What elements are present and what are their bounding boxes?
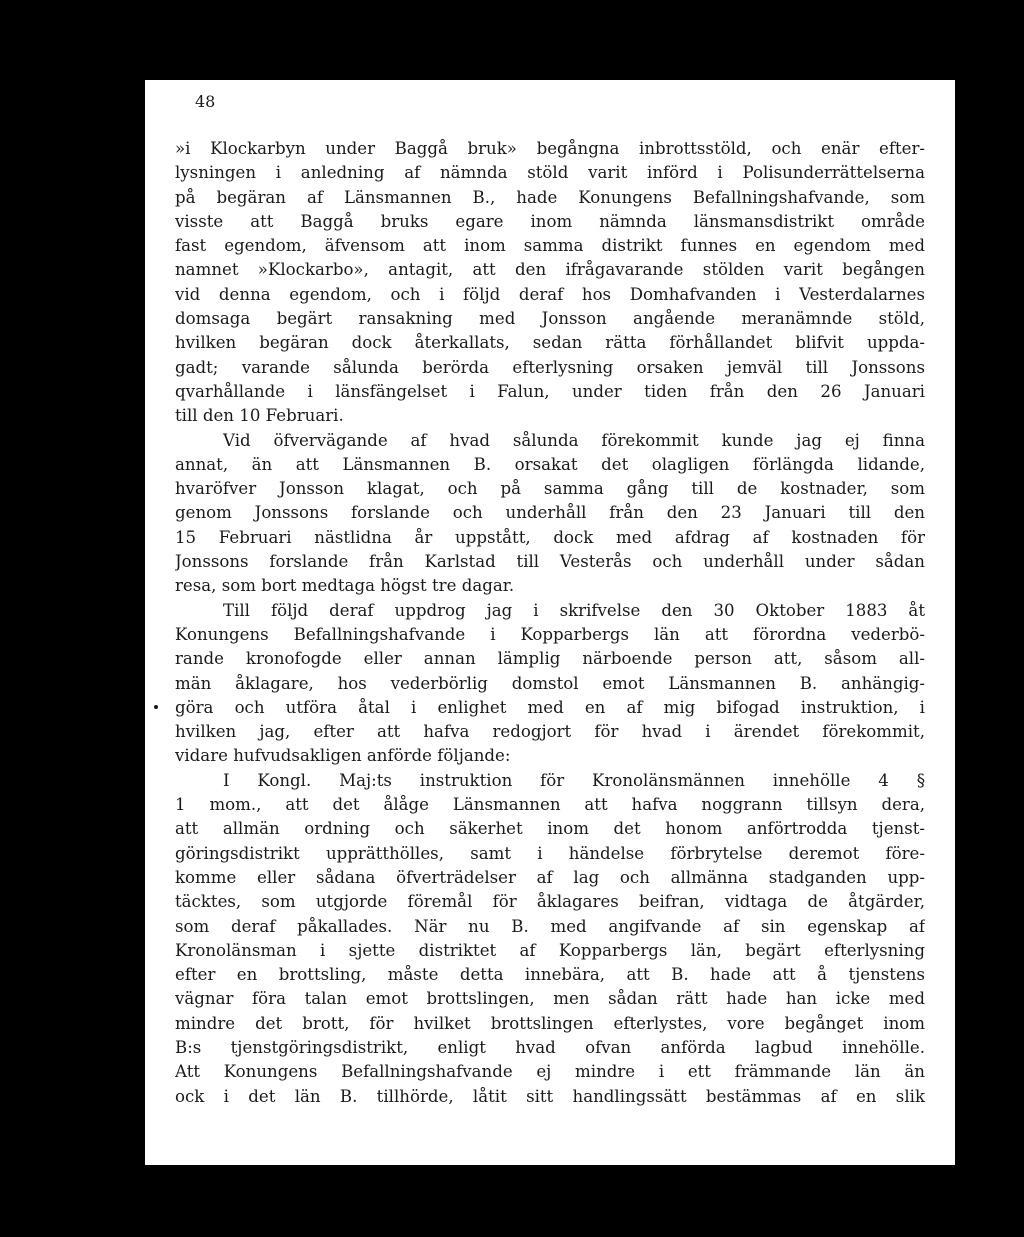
text-line: vidare hufvudsakligen anförde följande: bbox=[175, 746, 511, 766]
text-line: vägnar föra talan emot brottslingen, men sådan rätt hade han icke med bbox=[175, 989, 925, 1009]
text-line: fast egendom, äfvensom att inom samma distrikt funnes en egendom med bbox=[175, 236, 925, 256]
body-text bbox=[175, 137, 925, 1109]
text-line: till den 10 Februari. bbox=[175, 406, 344, 426]
text-line: B:s tjenstgöringsdistrikt, enligt hvad ofvan anförda lagbud innehölle. bbox=[175, 1037, 925, 1057]
text-line: genom Jonssons forslande och underhåll från den 23 Januari till den bbox=[175, 503, 925, 523]
text-line: män åklagare, hos vederbörlig domstol emot Länsmannen B. anhängig- bbox=[175, 673, 925, 693]
page-number: 48 bbox=[195, 92, 216, 111]
text-line: 15 Februari nästlidna år uppstått, dock med afdrag af kostnaden för bbox=[175, 527, 925, 547]
text-line: som deraf påkallades. När nu B. med angifvande af sin egenskap af bbox=[175, 916, 925, 936]
text-line: ock i det län B. tillhörde, låtit sitt handlingssätt bestämmas af en slik bbox=[175, 1086, 925, 1106]
text-line: göra och utföra åtal i enlighet med en af mig bifogad instruktion, i bbox=[175, 697, 925, 717]
text-line: rande kronofogde eller annan lämplig närboende person att, såsom all- bbox=[175, 649, 925, 669]
text-line: annat, än att Länsmannen B. orsakat det olagligen förlängda lidande, bbox=[175, 454, 925, 474]
text-line: komme eller sådana öfverträdelser af lag och allmänna stadganden upp- bbox=[175, 867, 925, 887]
text-line: täcktes, som utgjorde föremål för åklagares beifran, vidtaga de åtgärder, bbox=[175, 892, 925, 912]
text-line: göringsdistrikt upprätthölles, samt i händelse förbrytelse deremot före- bbox=[175, 843, 925, 863]
text-line: lysningen i anledning af nämnda stöld varit införd i Polisunderrättelserna bbox=[175, 163, 925, 183]
text-line: qvarhållande i länsfängelset i Falun, under tiden från den 26 Januari bbox=[175, 381, 925, 401]
text-line: visste att Baggå bruks egare inom nämnda länsmansdistrikt område bbox=[175, 211, 925, 231]
text-line: 1 mom., att det ålåge Länsmannen att hafva noggrann tillsyn dera, bbox=[175, 795, 925, 815]
margin-dot bbox=[154, 705, 158, 709]
text-line: Konungens Befallningshafvande i Kopparbergs län att förordna vederbö- bbox=[175, 624, 925, 644]
text-line: gadt; varande sålunda berörda efterlysning orsaken jemväl till Jonssons bbox=[175, 357, 925, 377]
text-line: I Kongl. Maj:ts instruktion för Kronolänsmännen innehölle 4 § bbox=[223, 770, 925, 790]
text-line: Kronolänsman i sjette distriktet af Kopparbergs län, begärt efterlysning bbox=[175, 940, 925, 960]
text-line: resa, som bort medtaga högst tre dagar. bbox=[175, 576, 515, 596]
text-line: vid denna egendom, och i följd deraf hos Domhafvanden i Vesterdalarnes bbox=[175, 284, 925, 304]
text-line: mindre det brott, för hvilket brottslingen efterlystes, vore begånget inom bbox=[175, 1013, 925, 1033]
text-line: Till följd deraf uppdrog jag i skrifvelse den 30 Oktober 1883 åt bbox=[223, 600, 925, 620]
text-line: efter en brottsling, måste detta innebära, att B. hade att å tjenstens bbox=[175, 965, 925, 985]
text-line: domsaga begärt ransakning med Jonsson angående meranämnde stöld, bbox=[175, 309, 925, 329]
text-line: hvilken jag, efter att hafva redogjort för hvad i ärendet förekommit, bbox=[175, 722, 925, 742]
text-line: Vid öfvervägande af hvad sålunda förekommit kunde jag ej finna bbox=[223, 430, 925, 450]
text-line: hvaröfver Jonsson klagat, och på samma gång till de kostnader, som bbox=[175, 479, 925, 499]
text-line: hvilken begäran dock återkallats, sedan rätta förhållandet blifvit uppda- bbox=[175, 333, 925, 353]
text-line: på begäran af Länsmannen B., hade Konungens Befallningshafvande, som bbox=[175, 187, 925, 207]
text-line: Jonssons forslande från Karlstad till Vesterås och underhåll under sådan bbox=[175, 552, 925, 572]
text-line: Att Konungens Befallningshafvande ej mindre i ett främmande län än bbox=[175, 1062, 925, 1082]
text-line: »i Klockarbyn under Baggå bruk» begångna inbrottsstöld, och enär efter- bbox=[175, 139, 925, 158]
text-line: namnet »Klockarbo», antagit, att den ifrågavarande stölden varit begången bbox=[175, 260, 925, 280]
text-line: att allmän ordning och säkerhet inom det honom anförtrodda tjenst- bbox=[175, 819, 925, 839]
